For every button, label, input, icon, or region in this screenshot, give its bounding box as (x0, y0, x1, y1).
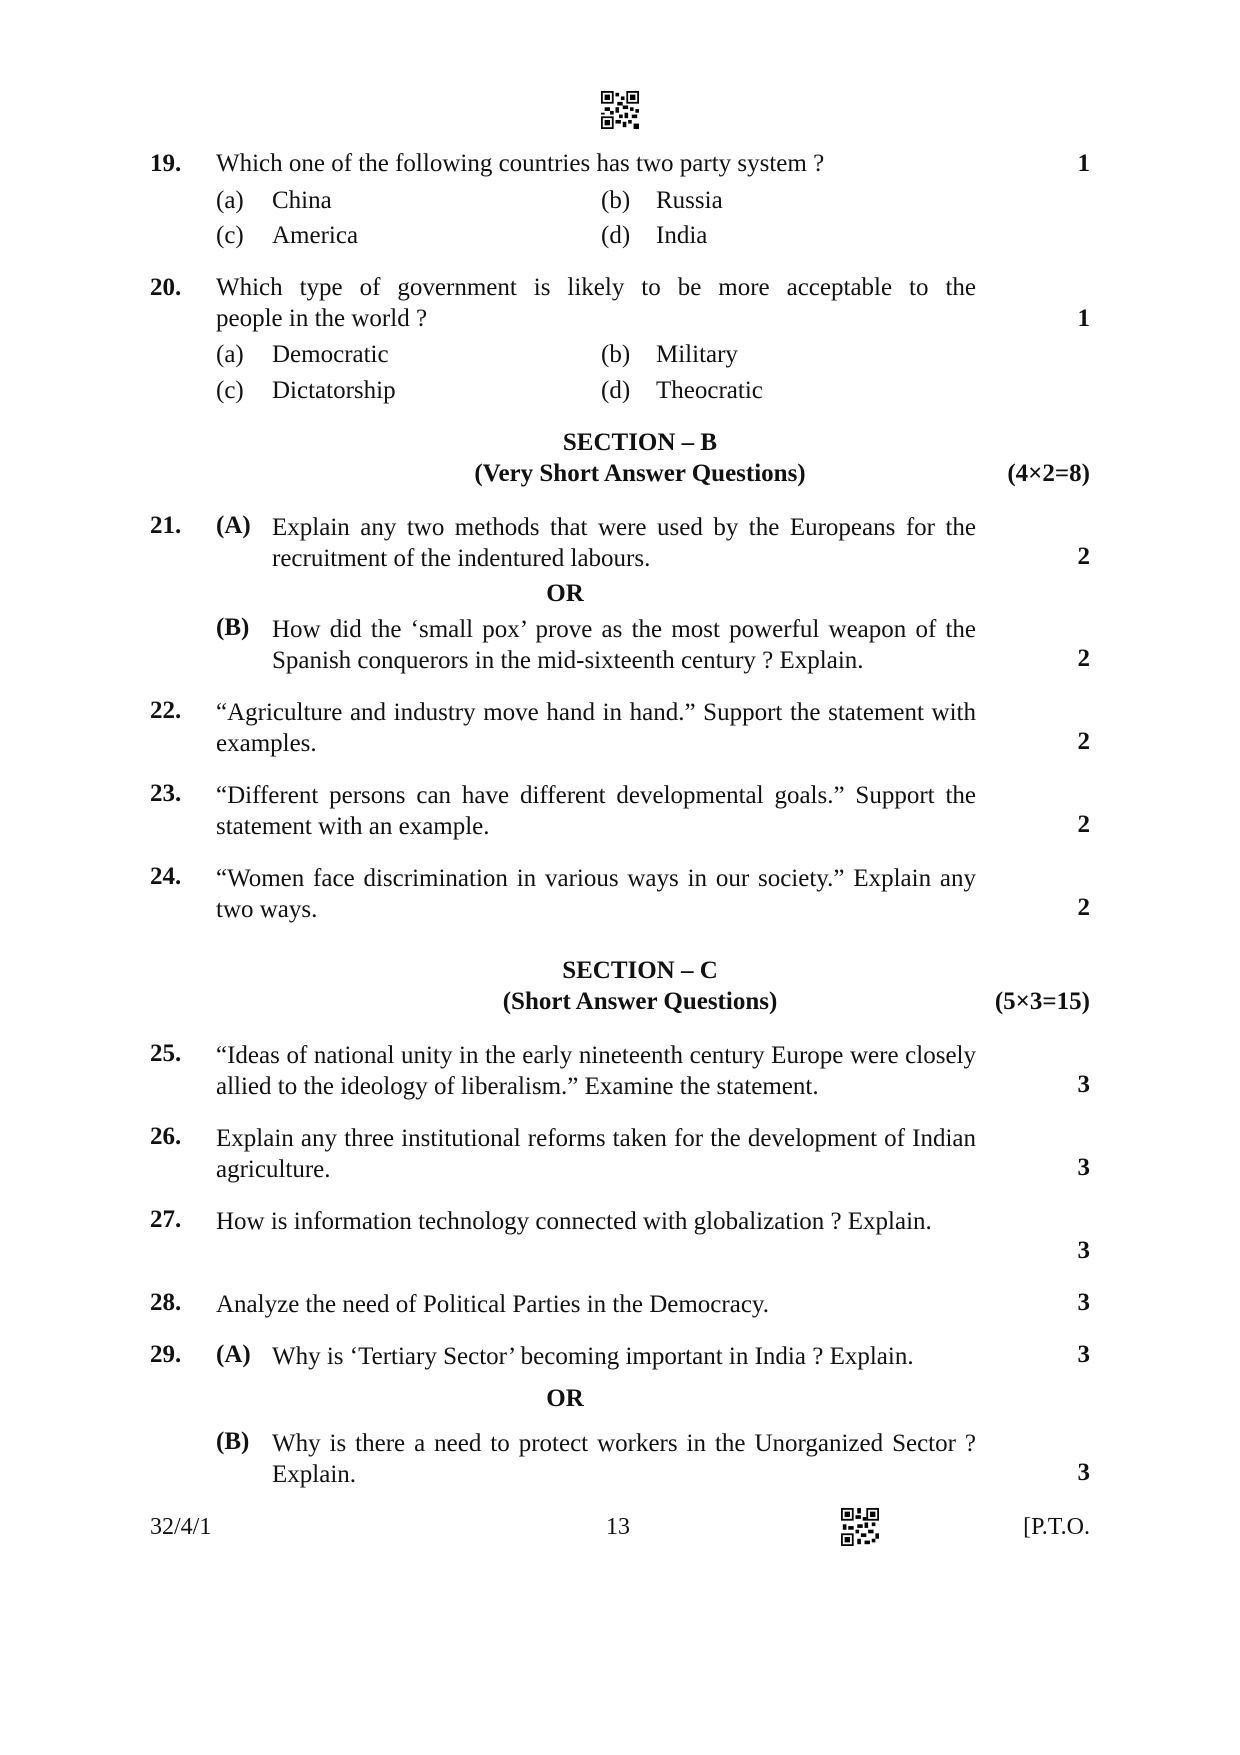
qr-code-icon (601, 91, 639, 129)
question-marks: 2 (1077, 811, 1090, 838)
option-text: Dictatorship (272, 377, 396, 404)
part-a-marks: 2 (1077, 543, 1090, 570)
section-title: SECTION – C (562, 957, 718, 984)
question-number: 25. (150, 1040, 182, 1067)
question-text-line-2: people in the world ? (216, 305, 428, 332)
paper-code: 32/4/1 (150, 1514, 212, 1540)
part-b-text: How did the ‘small pox’ prove as the most powerful weapon of the Spanish conquerors in the mid-sixteenth century ? Explain. (272, 616, 976, 674)
question-marks: 3 (1077, 1154, 1090, 1181)
section-subtitle: (Short Answer Questions) (502, 988, 778, 1015)
option-label: (b) (601, 341, 631, 368)
question-text: “Different persons can have different developmental goals.” Support the statement with an example. (216, 782, 976, 840)
part-a-label: (A) (216, 512, 251, 539)
question-number: 27. (150, 1206, 182, 1233)
question-number: 19. (150, 150, 182, 177)
question-marks: 3 (1077, 1071, 1090, 1098)
option-text: Russia (656, 187, 723, 214)
please-turn-over: [P.T.O. (1023, 1514, 1090, 1540)
section-marks: (5×3=15) (994, 988, 1090, 1015)
question-number: 21. (150, 512, 182, 539)
part-b-marks: 3 (1077, 1459, 1090, 1486)
option-text: Military (656, 341, 738, 368)
option-label: (b) (601, 187, 631, 214)
part-b-label: (B) (216, 1428, 250, 1455)
question-number: 22. (150, 697, 182, 724)
part-a-text: Explain any two methods that were used by the Europeans for the recruitment of the indentured labours. (272, 514, 976, 572)
question-text: Explain any three institutional reforms taken for the development of Indian agriculture. (216, 1125, 976, 1183)
option-text: Theocratic (656, 377, 763, 404)
question-text: “Ideas of national unity in the early nineteenth century Europe were closely allied to the ideology of liberalism.” Examine the statement. (216, 1042, 976, 1100)
question-text: Which one of the following countries has two party system ? (216, 150, 825, 177)
section-title: SECTION – B (562, 429, 718, 456)
question-marks: 2 (1077, 728, 1090, 755)
or-divider: OR (546, 580, 584, 607)
question-number: 28. (150, 1289, 182, 1316)
option-label: (d) (601, 377, 631, 404)
section-marks: (4×2=8) (1007, 460, 1090, 487)
option-label: (a) (216, 341, 244, 368)
question-number: 23. (150, 780, 182, 807)
question-number: 20. (150, 274, 182, 301)
or-divider: OR (546, 1385, 584, 1412)
option-label: (d) (601, 222, 631, 249)
question-marks: 3 (1077, 1237, 1090, 1264)
part-b-marks: 2 (1077, 645, 1090, 672)
question-number: 24. (150, 863, 182, 890)
question-text: Analyze the need of Political Parties in the Democracy. (216, 1291, 770, 1318)
question-text: How is information technology connected with globalization ? Explain. (216, 1208, 932, 1235)
part-a-marks: 3 (1077, 1341, 1090, 1368)
question-marks: 1 (1077, 305, 1090, 332)
question-marks: 2 (1077, 894, 1090, 921)
question-number: 26. (150, 1123, 182, 1150)
option-label: (c) (216, 222, 244, 249)
part-b-text: Why is there a need to protect workers in the Unorganized Sector ? Explain. (272, 1430, 976, 1488)
option-text: America (272, 222, 359, 249)
option-label: (c) (216, 377, 244, 404)
question-number: 29. (150, 1341, 182, 1368)
question-marks: 3 (1077, 1289, 1090, 1316)
page-number: 13 (606, 1514, 630, 1540)
option-label: (a) (216, 187, 244, 214)
question-text: “Agriculture and industry move hand in hand.” Support the statement with examples. (216, 699, 976, 757)
question-text-line-1: Which type of government is likely to be more acceptable to the (216, 274, 976, 301)
option-text: China (272, 187, 332, 214)
qr-code-icon (841, 1508, 879, 1546)
part-a-text: Why is ‘Tertiary Sector’ becoming important in India ? Explain. (272, 1343, 914, 1370)
section-subtitle: (Very Short Answer Questions) (474, 460, 806, 487)
option-text: India (656, 222, 708, 249)
part-b-label: (B) (216, 614, 250, 641)
part-a-label: (A) (216, 1341, 251, 1368)
question-marks: 1 (1077, 150, 1090, 177)
question-text: “Women face discrimination in various ways in our society.” Explain any two ways. (216, 865, 976, 923)
option-text: Democratic (272, 341, 389, 368)
